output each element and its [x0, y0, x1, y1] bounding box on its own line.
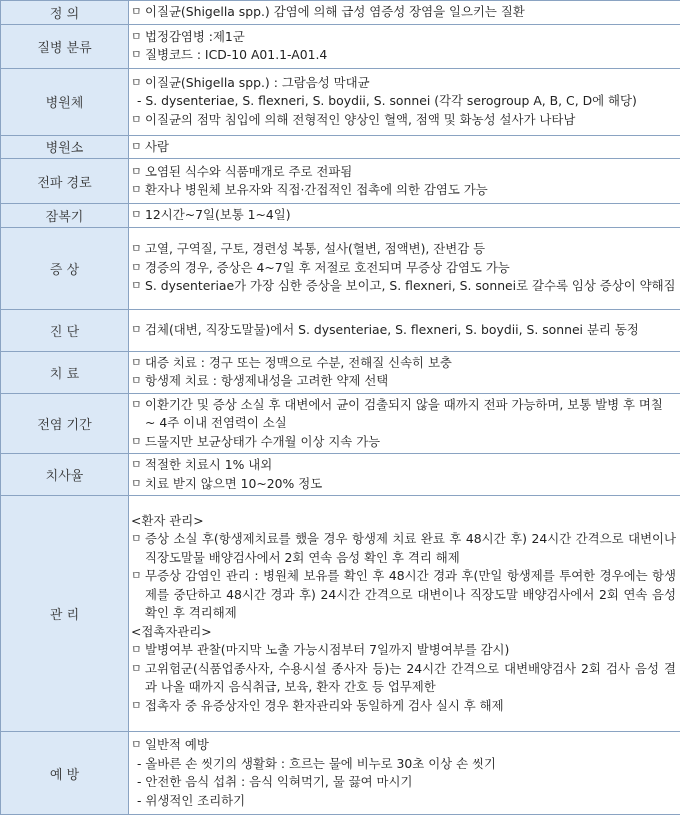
section-label: <환자 관리> — [131, 512, 676, 531]
table-body — [1, 1, 680, 815]
bullet-icon: ㅁ — [131, 372, 145, 391]
bullet-item — [131, 163, 676, 182]
bullet-item — [131, 475, 676, 494]
row-header: 예 방 — [1, 732, 129, 815]
bullet-item — [131, 321, 676, 340]
table-row — [1, 1, 680, 25]
row-content — [129, 393, 680, 454]
section-label: <접촉자관리> — [131, 623, 676, 642]
row-content — [129, 227, 680, 309]
row-content — [129, 204, 680, 228]
bullet-icon: ㅁ — [131, 138, 145, 157]
bullet-icon: ㅁ — [131, 259, 145, 278]
bullet-icon: ㅁ — [131, 3, 145, 22]
bullet-item — [131, 660, 676, 697]
bullet-icon: ㅁ — [131, 206, 145, 225]
row-header: 관 리 — [1, 496, 129, 732]
bullet-item — [131, 259, 676, 278]
bullet-item — [131, 456, 676, 475]
bullet-icon: ㅁ — [131, 475, 145, 494]
row-header: 치 료 — [1, 351, 129, 393]
row-content — [129, 24, 680, 68]
table-row — [1, 732, 680, 815]
bullet-icon: ㅁ — [131, 181, 145, 200]
bullet-text: 항생제 치료 : 항생제내성을 고려한 약제 선택 — [145, 372, 676, 391]
bullet-text: 발병여부 관찰(마지막 노출 가능시점부터 7일까지 발병여부를 감시) — [145, 641, 676, 660]
bullet-icon: ㅁ — [131, 46, 145, 65]
bullet-icon: ㅁ — [131, 277, 145, 296]
row-content — [129, 309, 680, 351]
bullet-icon: ㅁ — [131, 396, 145, 433]
row-content — [129, 496, 680, 732]
bullet-item — [131, 641, 676, 660]
bullet-text: 고위험군(식품업종사자, 수용시설 종사자 등)는 24시간 간격으로 대변배양검사 2회 검사 음성 결과 나올 때까지 음식취급, 보육, 환자 간호 등 업무제한 — [145, 660, 676, 697]
row-content — [129, 159, 680, 204]
bullet-icon: ㅁ — [131, 530, 145, 567]
bullet-text: 드물지만 보균상태가 수개월 이상 지속 가능 — [145, 433, 676, 452]
bullet-text: 고열, 구역질, 구토, 경련성 복통, 설사(혈변, 점액변), 잔변감 등 — [145, 240, 676, 259]
bullet-text: 치료 받지 않으면 10~20% 정도 — [145, 475, 676, 494]
bullet-item — [131, 433, 676, 452]
bullet-item — [131, 530, 676, 567]
table-row — [1, 135, 680, 159]
row-header: 잠복기 — [1, 204, 129, 228]
bullet-item — [131, 396, 676, 433]
sub-item: - 위생적인 조리하기 — [131, 792, 676, 811]
bullet-text: 적절한 치료시 1% 내외 — [145, 456, 676, 475]
bullet-item — [131, 206, 676, 225]
bullet-text: 12시간~7일(보통 1~4일) — [145, 206, 676, 225]
bullet-text: 이질균의 점막 침입에 의해 전형적인 양상인 혈액, 점액 및 화농성 설사가 나타남 — [145, 111, 676, 130]
row-content — [129, 454, 680, 496]
bullet-item — [131, 28, 676, 47]
row-header: 진 단 — [1, 309, 129, 351]
bullet-text: 검체(대변, 직장도말물)에서 S. dysenteriae, S. flexneri, S. boydii, S. sonnei 분리 동정 — [145, 321, 676, 340]
bullet-icon: ㅁ — [131, 641, 145, 660]
bullet-item — [131, 74, 676, 93]
bullet-icon: ㅁ — [131, 240, 145, 259]
bullet-item — [131, 46, 676, 65]
bullet-item — [131, 3, 676, 22]
bullet-icon: ㅁ — [131, 354, 145, 373]
bullet-item — [131, 372, 676, 391]
sub-item: - S. dysenteriae, S. flexneri, S. boydii, S. sonnei (각각 serogroup A, B, C, D에 해당) — [131, 92, 676, 111]
bullet-text: 사람 — [145, 138, 676, 157]
row-content — [129, 68, 680, 135]
row-content — [129, 732, 680, 815]
bullet-icon: ㅁ — [131, 163, 145, 182]
bullet-icon: ㅁ — [131, 321, 145, 340]
table-row — [1, 227, 680, 309]
bullet-text: 접촉자 중 유증상자인 경우 환자관리와 동일하게 검사 실시 후 해제 — [145, 697, 676, 716]
table-row — [1, 68, 680, 135]
row-content — [129, 351, 680, 393]
table-row — [1, 496, 680, 732]
row-header: 병원체 — [1, 68, 129, 135]
bullet-icon: ㅁ — [131, 28, 145, 47]
bullet-icon: ㅁ — [131, 660, 145, 697]
row-header: 치사율 — [1, 454, 129, 496]
bullet-text: S. dysenteriae가 가장 심한 증상을 보이고, S. flexneri, S. sonnei로 갈수록 임상 증상이 약해짐 — [145, 277, 676, 296]
bullet-text: 대증 치료 : 경구 또는 정맥으로 수분, 전해질 신속히 보충 — [145, 354, 676, 373]
row-header: 병원소 — [1, 135, 129, 159]
bullet-item — [131, 354, 676, 373]
row-header: 증 상 — [1, 227, 129, 309]
sub-item: - 올바른 손 씻기의 생활화 : 흐르는 물에 비누로 30초 이상 손 씻기 — [131, 755, 676, 774]
bullet-icon: ㅁ — [131, 456, 145, 475]
bullet-text: 일반적 예방 — [145, 736, 676, 755]
bullet-icon: ㅁ — [131, 736, 145, 755]
bullet-item — [131, 111, 676, 130]
table-row — [1, 309, 680, 351]
bullet-text: 이질균(Shigella spp.) 감염에 의해 급성 염증성 장염을 일으키는 질환 — [145, 3, 676, 22]
bullet-text: 법정감염병 :제1군 — [145, 28, 676, 47]
bullet-item — [131, 277, 676, 296]
row-content — [129, 1, 680, 25]
bullet-text: 환자나 병원체 보유자와 직접·간접적인 접촉에 의한 감염도 가능 — [145, 181, 676, 200]
bullet-icon: ㅁ — [131, 433, 145, 452]
bullet-item — [131, 697, 676, 716]
bullet-text: 이환기간 및 증상 소실 후 대변에서 균이 검출되지 않을 때까지 전파 가능하며, 보통 발병 후 며칠 ~ 4주 이내 전염력이 소실 — [145, 396, 676, 433]
bullet-text: 경증의 경우, 증상은 4~7일 후 저절로 호전되며 무증상 감염도 가능 — [145, 259, 676, 278]
bullet-text: 증상 소실 후(항생제치료를 했을 경우 항생제 치료 완료 후 48시간 후) 24시간 간격으로 대변이나 직장도말물 배양검사에서 2회 연속 음성 확인 후 격리 해제 — [145, 530, 676, 567]
row-content — [129, 135, 680, 159]
table-row — [1, 351, 680, 393]
sub-item: - 안전한 음식 섭취 : 음식 익혀먹기, 물 끓여 마시기 — [131, 773, 676, 792]
row-header: 질병 분류 — [1, 24, 129, 68]
bullet-item — [131, 567, 676, 623]
bullet-text: 무증상 감염인 관리 : 병원체 보유를 확인 후 48시간 경과 후(만일 항생제를 투여한 경우에는 항생제를 중단하고 48시간 경과 후) 24시간 간격으로 대변이나 직장도말 배양검사에서 2회 연속 음성 확인 후 격리해제 — [145, 567, 676, 623]
bullet-text: 질병코드 : ICD-10 A01.1-A01.4 — [145, 46, 676, 65]
row-header: 전파 경로 — [1, 159, 129, 204]
table-row — [1, 24, 680, 68]
bullet-item — [131, 181, 676, 200]
bullet-icon: ㅁ — [131, 697, 145, 716]
table-row — [1, 204, 680, 228]
bullet-item — [131, 138, 676, 157]
bullet-item — [131, 240, 676, 259]
table-row — [1, 159, 680, 204]
bullet-icon: ㅁ — [131, 567, 145, 623]
bullet-icon: ㅁ — [131, 111, 145, 130]
bullet-text: 오염된 식수와 식품매개로 주로 전파됨 — [145, 163, 676, 182]
row-header: 전염 기간 — [1, 393, 129, 454]
table-row — [1, 454, 680, 496]
table-row — [1, 393, 680, 454]
bullet-icon: ㅁ — [131, 74, 145, 93]
bullet-item — [131, 736, 676, 755]
bullet-text: 이질균(Shigella spp.) : 그람음성 막대균 — [145, 74, 676, 93]
row-header: 정 의 — [1, 1, 129, 25]
